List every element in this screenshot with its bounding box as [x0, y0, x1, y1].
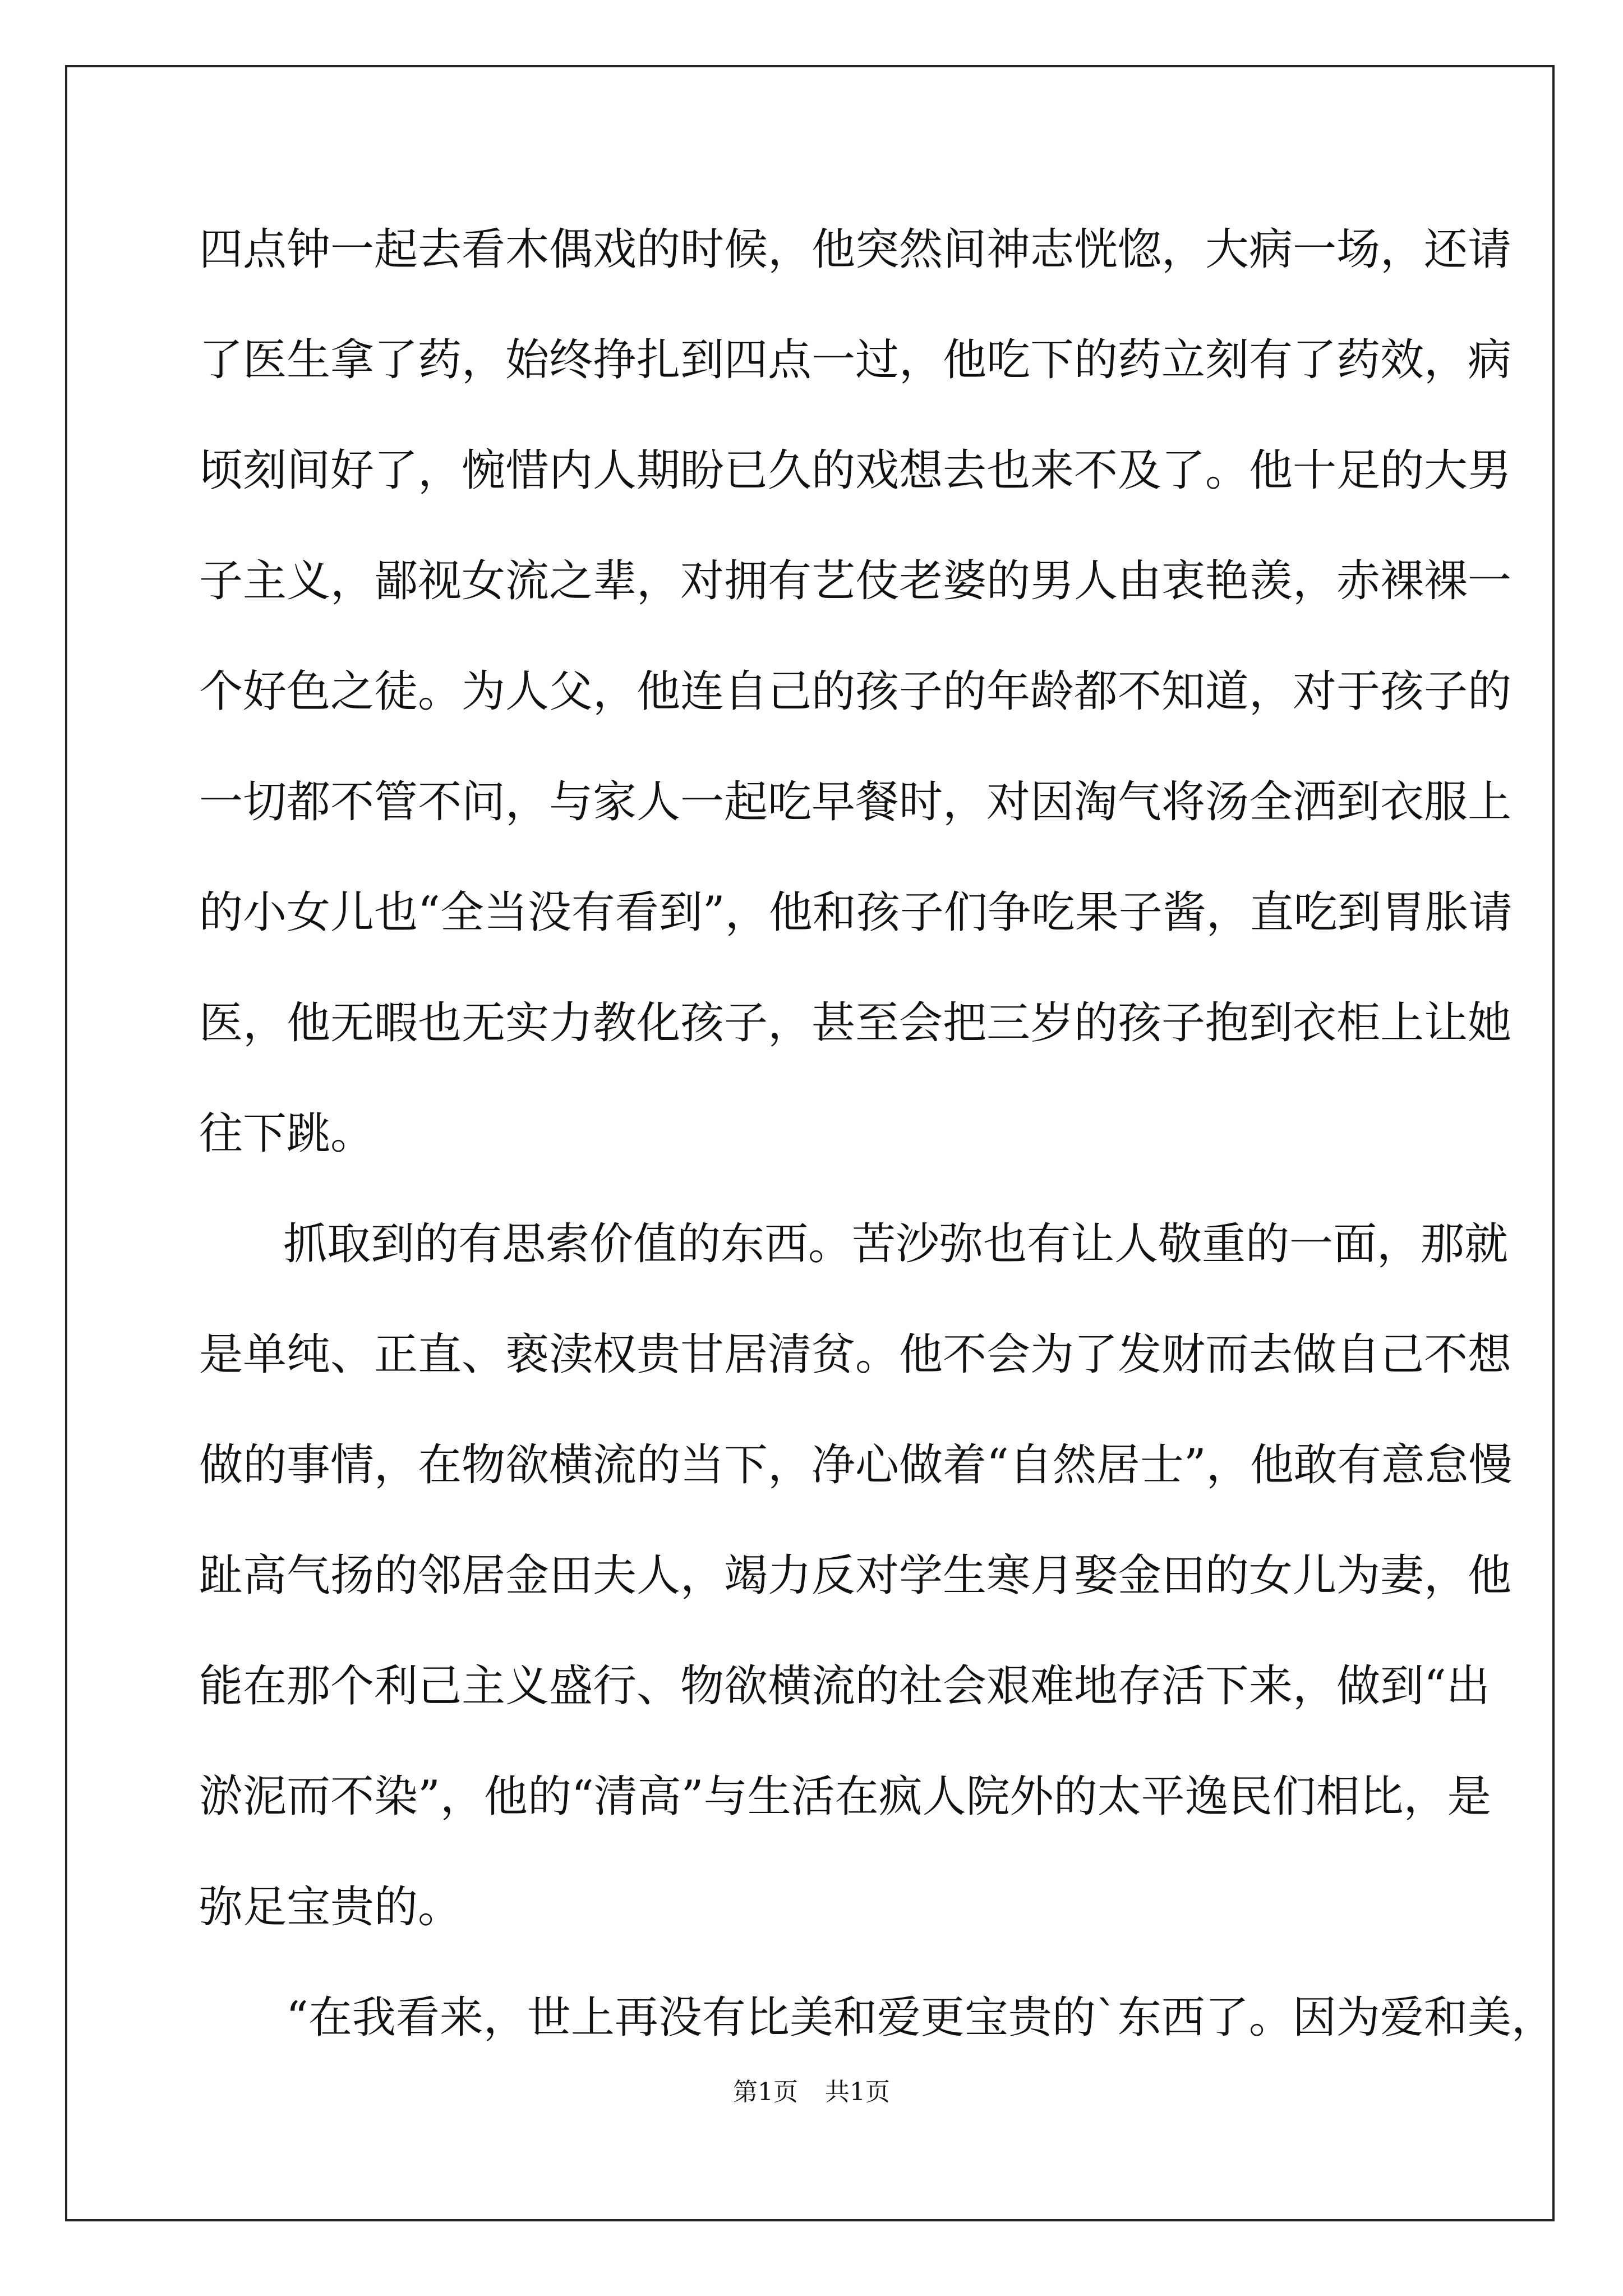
text-line: 往下跳。: [199, 1108, 375, 1159]
text-line: 子主义，鄙视女流之辈，对拥有艺伎老婆的男人由衷艳羡，赤裸裸一: [199, 556, 1512, 606]
text-line: 能在那个利己主义盛行、物欲横流的社会艰难地存活下来，做到“出: [199, 1661, 1490, 1711]
page-footer: [0, 2076, 1623, 2109]
text-line: 抓取到的有思索价值的东西。苦沙弥也有让人敬重的一面，那就: [283, 1219, 1509, 1269]
text-line: “在我看来，世上再没有比美和爱更宝贵的`东西了。因为爱和美，: [286, 1993, 1555, 2043]
text-line: 顷刻间好了，惋惜内人期盼已久的戏想去也来不及了。他十足的大男: [199, 445, 1512, 496]
page-number: 第1页: [733, 2078, 798, 2106]
text-line: 做的事情，在物欲横流的当下，净心做着“自然居士”，他敢有意怠慢: [199, 1440, 1513, 1490]
text-line: 四点钟一起去看木偶戏的时候，他突然间神志恍惚，大病一场，还请: [199, 224, 1512, 275]
text-line: 是单纯、正直、亵渎权贵甘居清贫。他不会为了发财而去做自己不想: [199, 1329, 1512, 1380]
text-line: 弥足宝贵的。: [199, 1882, 462, 1932]
page-total: 共1页: [825, 2078, 890, 2106]
text-line: 的小女儿也“全当没有看到”，他和孩子们争吃果子酱，直吃到胃胀请: [199, 887, 1513, 938]
text-line: 个好色之徒。为人父，他连自己的孩子的年龄都不知道，对于孩子的: [199, 666, 1512, 717]
text-line: 一切都不管不问，与家人一起吃早餐时，对因淘气将汤全洒到衣服上: [199, 777, 1512, 827]
text-line: 淤泥而不染”，他的“清高”与生活在疯人院外的太平逸民们相比，是: [199, 1772, 1491, 1822]
text-line: 趾高气扬的邻居金田夫人，竭力反对学生寒月娶金田的女儿为妻，他: [199, 1550, 1512, 1601]
document-body: [199, 210, 1555, 2089]
text-line: 医，他无暇也无实力教化孩子，甚至会把三岁的孩子抱到衣柜上让她: [199, 998, 1512, 1048]
text-line: 了医生拿了药，始终挣扎到四点一过，他吃下的药立刻有了药效，病: [199, 335, 1512, 385]
